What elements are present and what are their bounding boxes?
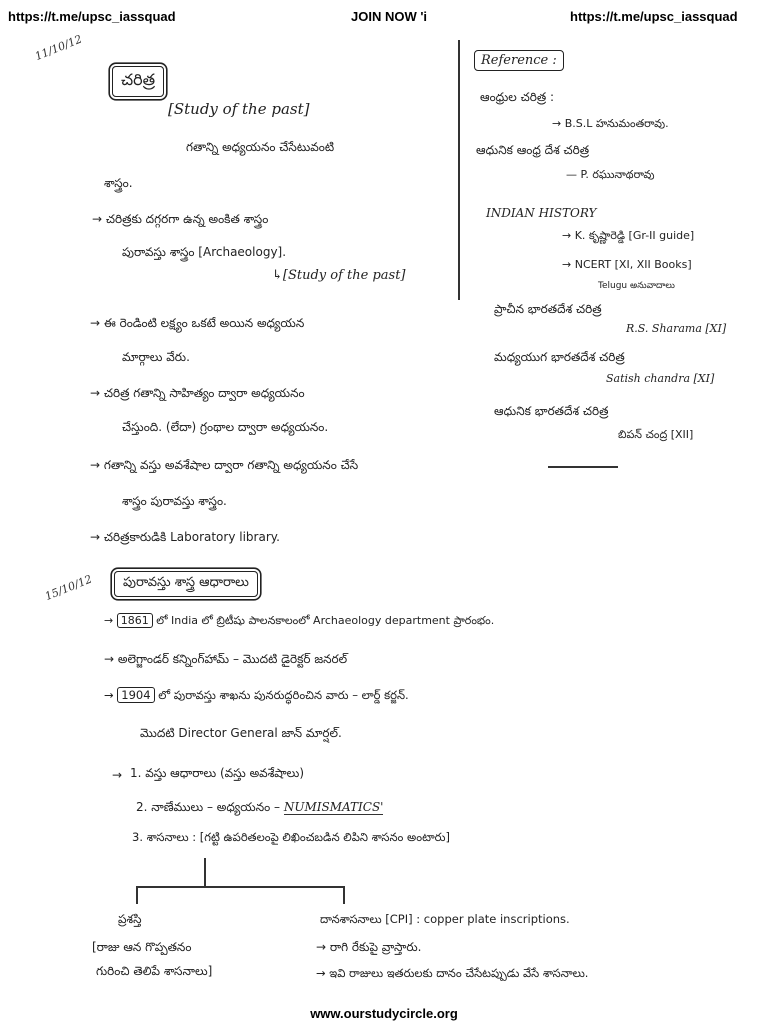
sources-arrow: → <box>112 768 123 782</box>
tree-branch <box>136 886 344 888</box>
note-line-3: ↳[Study of the past] <box>272 268 406 283</box>
prasasti-label: ప్రశస్తి <box>118 912 142 926</box>
date-note-1: 11/10/12 <box>33 32 84 63</box>
reference-item-2: → B.S.L హనుమంతరావు. <box>552 117 669 130</box>
reference-item-10: R.S. Sharama [XI] <box>626 322 727 335</box>
definition-line-2: శాస్త్రం. <box>104 176 133 190</box>
reference-item-6: → K. కృష్ణారెడ్డి [Gr-II guide] <box>562 229 695 242</box>
archaeology-line-1: → 1861 లో India లో బ్రిటీషు పాలనకాలంలో Archaeology department ప్రారంభం. <box>104 614 495 627</box>
header-left-link[interactable]: https://t.me/upsc_iassquad <box>8 9 176 24</box>
reference-item-11: మధ్యయుగ భారతదేశ చరిత్ర <box>494 350 625 364</box>
source-item-3: 3. శాసనాలు : [గట్టి ఉపరితలంపై లిఖించబడిన లిపిని శాసనం అంటారు] <box>132 830 450 844</box>
note-line-9: శాస్త్రం పురావస్తు శాస్త్రం. <box>122 494 227 508</box>
note-line-8: → గతాన్ని వస్తు అవశేషాల ద్వారా గతాన్ని అధ్యయనం చేసే <box>90 458 359 472</box>
definition-line-1: గతాన్ని అధ్యయనం చేసేటువంటి <box>186 140 335 154</box>
reference-item-4: — P. రఘునాథరావు <box>566 168 655 181</box>
reference-item-9: ప్రాచీన భారతదేశ చరిత్ర <box>494 302 602 316</box>
source-item-2: 2. నాణేములు – అధ్యయనం – NUMISMATICS' <box>136 800 384 814</box>
tree-stem <box>204 858 206 886</box>
note-line-10: → చరిత్రకారుడికి Laboratory library. <box>90 530 280 544</box>
reference-item-3: ఆధునిక ఆంధ్ర దేశ చరిత్ర <box>476 143 590 157</box>
note-line-1: → చరిత్రకు దగ్గరగా ఉన్న అంకిత శాస్త్రం <box>92 212 269 226</box>
year-1904: 1904 <box>117 687 154 703</box>
header-right-link[interactable]: https://t.me/upsc_iassquad <box>570 9 738 24</box>
archaeology-line-2: → అలెగ్జాండర్ కన్నింగ్‌హామ్ – మొదటి డైరెక్టర్ జనరల్ <box>104 652 348 666</box>
archaeology-line-4: మొదటి Director General జాన్ మార్షల్. <box>140 726 342 740</box>
tree-right-leg <box>343 886 345 904</box>
reference-item-8: Telugu అనువాదాలు <box>598 281 675 291</box>
subtitle-study-past: [Study of the past] <box>168 100 310 118</box>
header-join-now[interactable]: JOIN NOW 'i <box>351 9 428 24</box>
numismatics-term: NUMISMATICS' <box>283 800 384 814</box>
note-line-7: చేస్తుంది. (లేదా) గ్రంథాల ద్వారా అధ్యయనం. <box>122 420 329 434</box>
copper-plate-desc-1: → రాగి రేకుపై వ్రాస్తారు. <box>316 940 422 954</box>
reference-item-1: ఆంధ్రుల చరిత్ర : <box>480 90 555 104</box>
reference-item-5: INDIAN HISTORY <box>486 206 597 220</box>
source-item-1: 1. వస్తు ఆధారాలు (వస్తు అవశేషాలు) <box>130 766 305 780</box>
reference-item-14: బిపన్ చంద్ర [XII] <box>618 428 694 441</box>
year-1861: 1861 <box>117 613 153 628</box>
archaeology-line-3: → 1904 లో పురావస్తు శాఖను పునరుద్ధరించిన వారు – లార్డ్ కర్జన్. <box>104 688 409 702</box>
copper-plate-desc-2: → ఇవి రాజులు ఇతరులకు దానం చేసేటప్పుడు వేసే శాసనాలు. <box>316 966 589 980</box>
prasasti-desc-2: గురించి తెలిపే శాసనాలు] <box>96 964 213 978</box>
copper-plate-label: దానశాసనాలు [CPI] : copper plate inscriptions. <box>320 912 570 926</box>
column-divider <box>458 40 460 300</box>
reference-title: Reference : <box>474 50 564 71</box>
section-title: పురావస్తు శాస్త్ర ఆధారాలు <box>114 571 258 597</box>
footer-link[interactable]: www.ourstudycircle.org <box>310 1006 458 1021</box>
note-line-2: పురావస్తు శాస్త్రం [Archaeology]. <box>122 245 287 259</box>
page-title: చరిత్ర <box>112 66 164 97</box>
reference-item-13: ఆధునిక భారతదేశ చరిత్ర <box>494 404 609 418</box>
reference-item-7: → NCERT [XI, XII Books] <box>562 258 692 271</box>
note-line-6: → చరిత్ర గతాన్ని సాహిత్యం ద్వారా అధ్యయనం <box>90 386 305 400</box>
dash-connector <box>548 466 618 468</box>
date-note-2: 15/10/12 <box>43 572 94 603</box>
tree-left-leg <box>136 886 138 904</box>
note-line-4: → ఈ రెండింటి లక్ష్యం ఒకటే అయిన అధ్యయన <box>90 316 305 330</box>
note-line-5: మార్గాలు వేరు. <box>122 350 190 364</box>
reference-item-12: Satish chandra [XI] <box>606 372 715 385</box>
prasasti-desc-1: [రాజు ఆన గొప్పతనం <box>92 940 192 954</box>
